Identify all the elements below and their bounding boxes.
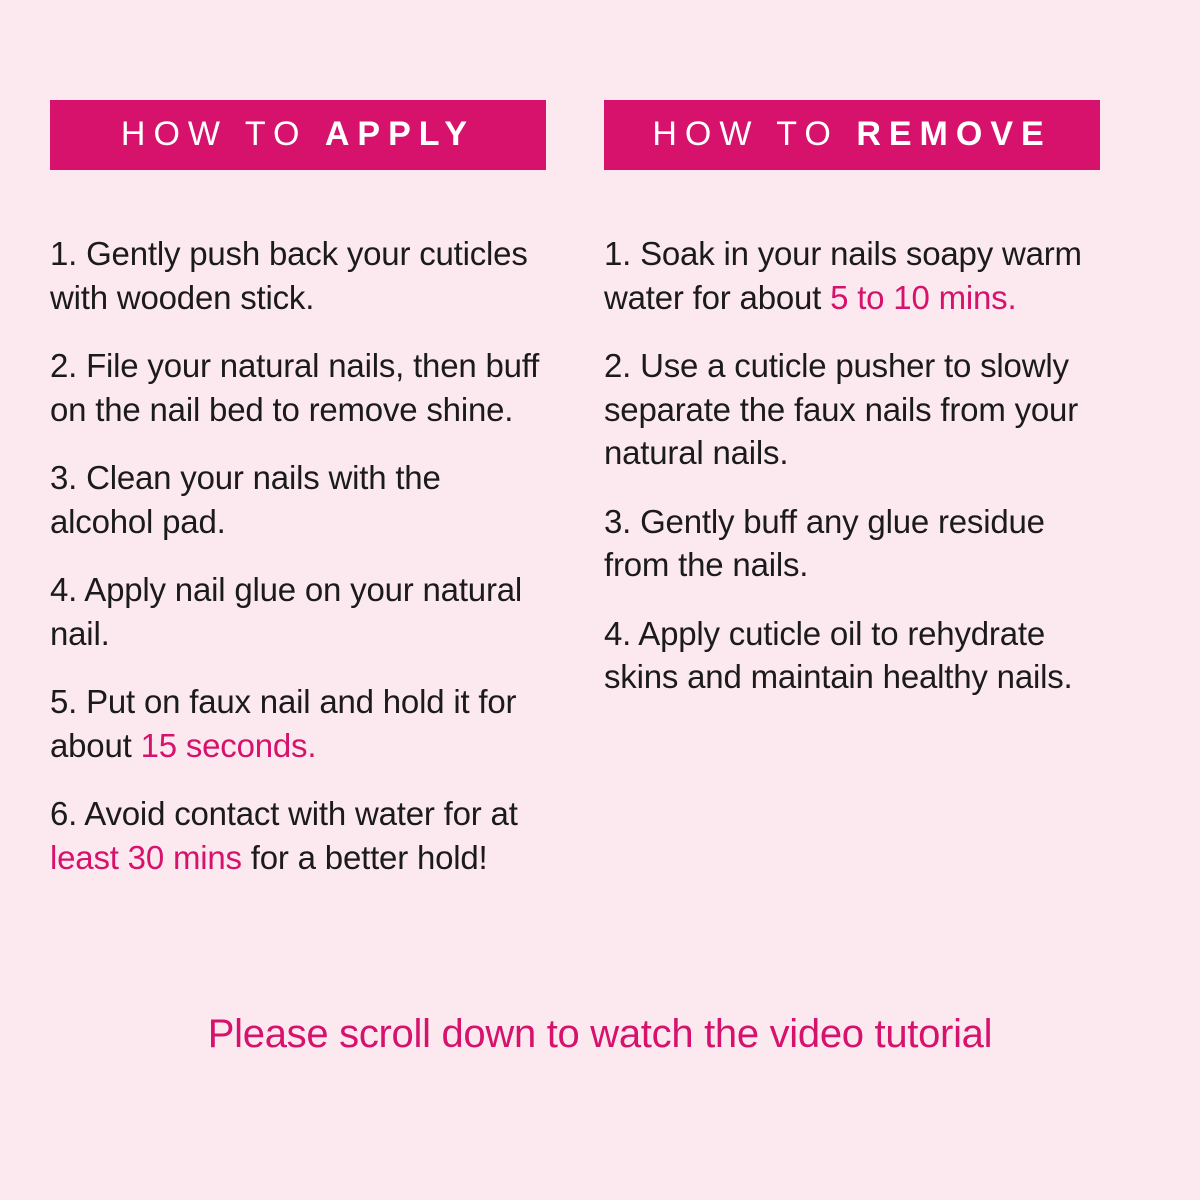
step-highlight: 5 to 10 mins. <box>830 278 1017 316</box>
step-text: 2. Use a cuticle pusher to slowly separate the faux nails from your natural nails. <box>604 347 1078 472</box>
list-item <box>50 568 546 655</box>
step-text: 5. Put on faux nail and hold it for about <box>50 683 517 764</box>
step-text-post: for a better hold! <box>241 839 488 877</box>
step-text: 1. Gently push back your cuticles with wooden stick. <box>50 235 528 316</box>
apply-column <box>50 100 546 905</box>
remove-header-light: HOW TO <box>652 115 857 153</box>
list-item <box>50 344 546 431</box>
list-item <box>50 232 546 319</box>
list-item <box>50 792 546 879</box>
apply-header-bold: APPLY <box>324 115 476 153</box>
remove-steps <box>604 232 1100 699</box>
list-item <box>50 680 546 767</box>
step-highlight: 15 seconds. <box>140 726 317 764</box>
remove-column <box>604 100 1100 905</box>
remove-header-bold: REMOVE <box>856 115 1052 153</box>
scroll-down-note: Please scroll down to watch the video tutorial <box>207 1012 993 1056</box>
apply-header <box>50 100 546 170</box>
step-text: 6. Avoid contact with water for at <box>50 795 518 833</box>
remove-header <box>604 100 1100 170</box>
apply-steps <box>50 232 546 880</box>
step-text: 3. Clean your nails with the alcohol pad. <box>50 459 441 540</box>
step-highlight: least 30 mins <box>50 839 242 877</box>
list-item <box>50 456 546 543</box>
list-item <box>604 612 1100 699</box>
list-item <box>604 500 1100 587</box>
step-text: 4. Apply nail glue on your natural nail. <box>50 571 523 652</box>
step-text: 3. Gently buff any glue residue from the nails. <box>604 502 1045 584</box>
apply-header-light: HOW TO <box>120 115 325 153</box>
step-text: 4. Apply cuticle oil to rehydrate skins and maintain healthy nails. <box>604 614 1073 696</box>
list-item <box>604 232 1100 319</box>
step-text: 1. Soak in your nails soapy warm water for about <box>604 235 1082 316</box>
step-text: 2. File your natural nails, then buff on the nail bed to remove shine. <box>50 347 540 428</box>
list-item <box>604 344 1100 475</box>
